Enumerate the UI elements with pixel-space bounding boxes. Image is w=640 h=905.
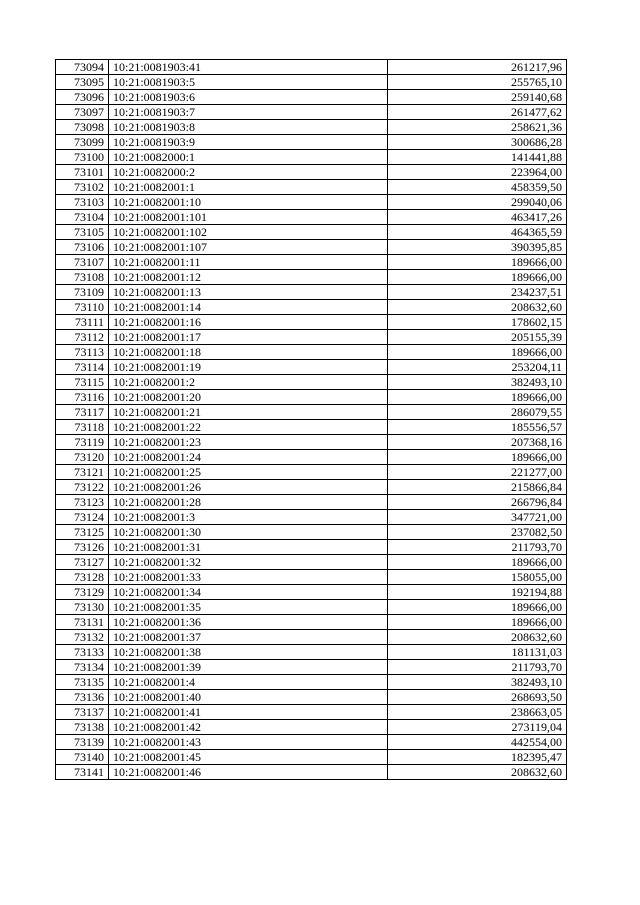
cadastral-code-cell: 10:21:0082001:23: [109, 435, 388, 450]
cadastral-code-cell: 10:21:0082001:42: [109, 720, 388, 735]
cadastral-code-cell: 10:21:0082001:102: [109, 225, 388, 240]
table-row: [56, 765, 567, 780]
value-cell: 205155,39: [388, 330, 567, 345]
table-row: [56, 435, 567, 450]
row-id-cell: 73104: [56, 210, 109, 225]
row-id-cell: 73107: [56, 255, 109, 270]
table-row: [56, 705, 567, 720]
value-cell: 261477,62: [388, 105, 567, 120]
row-id-cell: 73096: [56, 90, 109, 105]
value-cell: 234237,51: [388, 285, 567, 300]
value-cell: 261217,96: [388, 60, 567, 75]
row-id-cell: 73106: [56, 240, 109, 255]
value-cell: 182395,47: [388, 750, 567, 765]
cadastral-code-cell: 10:21:0081903:5: [109, 75, 388, 90]
row-id-cell: 73110: [56, 300, 109, 315]
cadastral-code-cell: 10:21:0082001:12: [109, 270, 388, 285]
cadastral-code-cell: 10:21:0082001:20: [109, 390, 388, 405]
value-cell: 266796,84: [388, 495, 567, 510]
value-cell: 347721,00: [388, 510, 567, 525]
value-cell: 207368,16: [388, 435, 567, 450]
row-id-cell: 73128: [56, 570, 109, 585]
row-id-cell: 73132: [56, 630, 109, 645]
cadastral-code-cell: 10:21:0082001:38: [109, 645, 388, 660]
row-id-cell: 73125: [56, 525, 109, 540]
table-row: [56, 285, 567, 300]
table-row: [56, 300, 567, 315]
value-cell: 192194,88: [388, 585, 567, 600]
table-row: [56, 735, 567, 750]
cadastral-code-cell: 10:21:0082001:33: [109, 570, 388, 585]
cadastral-code-cell: 10:21:0082001:43: [109, 735, 388, 750]
cadastral-code-cell: 10:21:0082001:11: [109, 255, 388, 270]
value-cell: 215866,84: [388, 480, 567, 495]
cadastral-code-cell: 10:21:0082001:19: [109, 360, 388, 375]
cadastral-code-cell: 10:21:0082001:35: [109, 600, 388, 615]
value-cell: 258621,36: [388, 120, 567, 135]
cadastral-code-cell: 10:21:0082001:36: [109, 615, 388, 630]
row-id-cell: 73100: [56, 150, 109, 165]
table-row: [56, 750, 567, 765]
table-row: [56, 255, 567, 270]
value-cell: 211793,70: [388, 540, 567, 555]
row-id-cell: 73116: [56, 390, 109, 405]
cadastral-code-cell: 10:21:0082001:14: [109, 300, 388, 315]
value-cell: 286079,55: [388, 405, 567, 420]
cadastral-code-cell: 10:21:0082001:107: [109, 240, 388, 255]
value-cell: 189666,00: [388, 345, 567, 360]
cadastral-code-cell: 10:21:0082001:4: [109, 675, 388, 690]
table-row: [56, 120, 567, 135]
cadastral-code-cell: 10:21:0082001:34: [109, 585, 388, 600]
cadastral-code-cell: 10:21:0082001:40: [109, 690, 388, 705]
value-cell: 300686,28: [388, 135, 567, 150]
value-cell: 223964,00: [388, 165, 567, 180]
value-cell: 185556,57: [388, 420, 567, 435]
value-cell: 221277,00: [388, 465, 567, 480]
value-cell: 208632,60: [388, 765, 567, 780]
value-cell: 211793,70: [388, 660, 567, 675]
table-row: [56, 390, 567, 405]
value-cell: 268693,50: [388, 690, 567, 705]
row-id-cell: 73122: [56, 480, 109, 495]
row-id-cell: 73130: [56, 600, 109, 615]
table-row: [56, 540, 567, 555]
row-id-cell: 73112: [56, 330, 109, 345]
value-cell: 189666,00: [388, 255, 567, 270]
row-id-cell: 73118: [56, 420, 109, 435]
value-cell: 208632,60: [388, 630, 567, 645]
cadastral-code-cell: 10:21:0081903:9: [109, 135, 388, 150]
row-id-cell: 73097: [56, 105, 109, 120]
table-row: [56, 480, 567, 495]
cadastral-code-cell: 10:21:0082000:1: [109, 150, 388, 165]
row-id-cell: 73101: [56, 165, 109, 180]
row-id-cell: 73095: [56, 75, 109, 90]
table-row: [56, 345, 567, 360]
cadastral-code-cell: 10:21:0082001:21: [109, 405, 388, 420]
cadastral-code-cell: 10:21:0082001:16: [109, 315, 388, 330]
table-row: [56, 315, 567, 330]
value-cell: 464365,59: [388, 225, 567, 240]
table-row: [56, 690, 567, 705]
row-id-cell: 73111: [56, 315, 109, 330]
table-row: [56, 105, 567, 120]
cadastral-code-cell: 10:21:0082001:1: [109, 180, 388, 195]
cadastral-code-cell: 10:21:0082001:30: [109, 525, 388, 540]
value-cell: 259140,68: [388, 90, 567, 105]
cadastral-code-cell: 10:21:0082001:32: [109, 555, 388, 570]
table-row: [56, 180, 567, 195]
table-row: [56, 375, 567, 390]
table-row: [56, 675, 567, 690]
cadastral-code-cell: 10:21:0081903:7: [109, 105, 388, 120]
table-row: [56, 495, 567, 510]
value-cell: 273119,04: [388, 720, 567, 735]
row-id-cell: 73108: [56, 270, 109, 285]
table-row: [56, 150, 567, 165]
row-id-cell: 73135: [56, 675, 109, 690]
cadastral-code-cell: 10:21:0082001:37: [109, 630, 388, 645]
row-id-cell: 73117: [56, 405, 109, 420]
row-id-cell: 73131: [56, 615, 109, 630]
row-id-cell: 73134: [56, 660, 109, 675]
table-row: [56, 75, 567, 90]
row-id-cell: 73094: [56, 60, 109, 75]
row-id-cell: 73119: [56, 435, 109, 450]
cadastral-code-cell: 10:21:0081903:8: [109, 120, 388, 135]
table-row: [56, 465, 567, 480]
row-id-cell: 73141: [56, 765, 109, 780]
cadastral-code-cell: 10:21:0082001:24: [109, 450, 388, 465]
table-row: [56, 90, 567, 105]
cadastral-code-cell: 10:21:0082001:28: [109, 495, 388, 510]
row-id-cell: 73103: [56, 195, 109, 210]
cadastral-code-cell: 10:21:0082000:2: [109, 165, 388, 180]
cadastral-code-cell: 10:21:0082001:18: [109, 345, 388, 360]
row-id-cell: 73136: [56, 690, 109, 705]
table-row: [56, 360, 567, 375]
document-page: [55, 59, 567, 780]
cadastral-code-cell: 10:21:0082001:26: [109, 480, 388, 495]
cadastral-code-cell: 10:21:0082001:13: [109, 285, 388, 300]
row-id-cell: 73121: [56, 465, 109, 480]
row-id-cell: 73133: [56, 645, 109, 660]
row-id-cell: 73113: [56, 345, 109, 360]
row-id-cell: 73124: [56, 510, 109, 525]
data-table: [55, 59, 567, 780]
value-cell: 390395,85: [388, 240, 567, 255]
cadastral-code-cell: 10:21:0082001:10: [109, 195, 388, 210]
value-cell: 141441,88: [388, 150, 567, 165]
row-id-cell: 73114: [56, 360, 109, 375]
table-row: [56, 210, 567, 225]
table-row: [56, 720, 567, 735]
row-id-cell: 73123: [56, 495, 109, 510]
value-cell: 237082,50: [388, 525, 567, 540]
cadastral-code-cell: 10:21:0082001:2: [109, 375, 388, 390]
cadastral-code-cell: 10:21:0082001:25: [109, 465, 388, 480]
table-body: [56, 60, 567, 780]
cadastral-code-cell: 10:21:0082001:22: [109, 420, 388, 435]
cadastral-code-cell: 10:21:0082001:46: [109, 765, 388, 780]
cadastral-code-cell: 10:21:0082001:45: [109, 750, 388, 765]
value-cell: 189666,00: [388, 600, 567, 615]
cadastral-code-cell: 10:21:0082001:17: [109, 330, 388, 345]
value-cell: 463417,26: [388, 210, 567, 225]
table-row: [56, 135, 567, 150]
value-cell: 382493,10: [388, 375, 567, 390]
value-cell: 178602,15: [388, 315, 567, 330]
table-row: [56, 165, 567, 180]
table-row: [56, 240, 567, 255]
table-row: [56, 660, 567, 675]
value-cell: 189666,00: [388, 450, 567, 465]
row-id-cell: 73098: [56, 120, 109, 135]
row-id-cell: 73102: [56, 180, 109, 195]
row-id-cell: 73109: [56, 285, 109, 300]
cadastral-code-cell: 10:21:0082001:101: [109, 210, 388, 225]
value-cell: 442554,00: [388, 735, 567, 750]
row-id-cell: 73140: [56, 750, 109, 765]
table-row: [56, 195, 567, 210]
value-cell: 158055,00: [388, 570, 567, 585]
value-cell: 253204,11: [388, 360, 567, 375]
table-row: [56, 450, 567, 465]
value-cell: 189666,00: [388, 555, 567, 570]
table-row: [56, 630, 567, 645]
table-row: [56, 330, 567, 345]
table-row: [56, 405, 567, 420]
row-id-cell: 73105: [56, 225, 109, 240]
table-row: [56, 525, 567, 540]
cadastral-code-cell: 10:21:0082001:39: [109, 660, 388, 675]
value-cell: 299040,06: [388, 195, 567, 210]
table-row: [56, 615, 567, 630]
table-row: [56, 600, 567, 615]
table-row: [56, 60, 567, 75]
value-cell: 208632,60: [388, 300, 567, 315]
table-row: [56, 510, 567, 525]
value-cell: 181131,03: [388, 645, 567, 660]
table-row: [56, 270, 567, 285]
value-cell: 189666,00: [388, 615, 567, 630]
cadastral-code-cell: 10:21:0082001:41: [109, 705, 388, 720]
cadastral-code-cell: 10:21:0081903:6: [109, 90, 388, 105]
table-row: [56, 585, 567, 600]
cadastral-code-cell: 10:21:0082001:3: [109, 510, 388, 525]
table-row: [56, 645, 567, 660]
row-id-cell: 73120: [56, 450, 109, 465]
row-id-cell: 73137: [56, 705, 109, 720]
row-id-cell: 73138: [56, 720, 109, 735]
value-cell: 189666,00: [388, 390, 567, 405]
cadastral-code-cell: 10:21:0082001:31: [109, 540, 388, 555]
value-cell: 238663,05: [388, 705, 567, 720]
value-cell: 189666,00: [388, 270, 567, 285]
row-id-cell: 73129: [56, 585, 109, 600]
cadastral-code-cell: 10:21:0081903:41: [109, 60, 388, 75]
table-row: [56, 555, 567, 570]
row-id-cell: 73126: [56, 540, 109, 555]
table-row: [56, 225, 567, 240]
row-id-cell: 73099: [56, 135, 109, 150]
value-cell: 458359,50: [388, 180, 567, 195]
row-id-cell: 73115: [56, 375, 109, 390]
row-id-cell: 73139: [56, 735, 109, 750]
value-cell: 255765,10: [388, 75, 567, 90]
value-cell: 382493,10: [388, 675, 567, 690]
table-row: [56, 420, 567, 435]
table-row: [56, 570, 567, 585]
row-id-cell: 73127: [56, 555, 109, 570]
